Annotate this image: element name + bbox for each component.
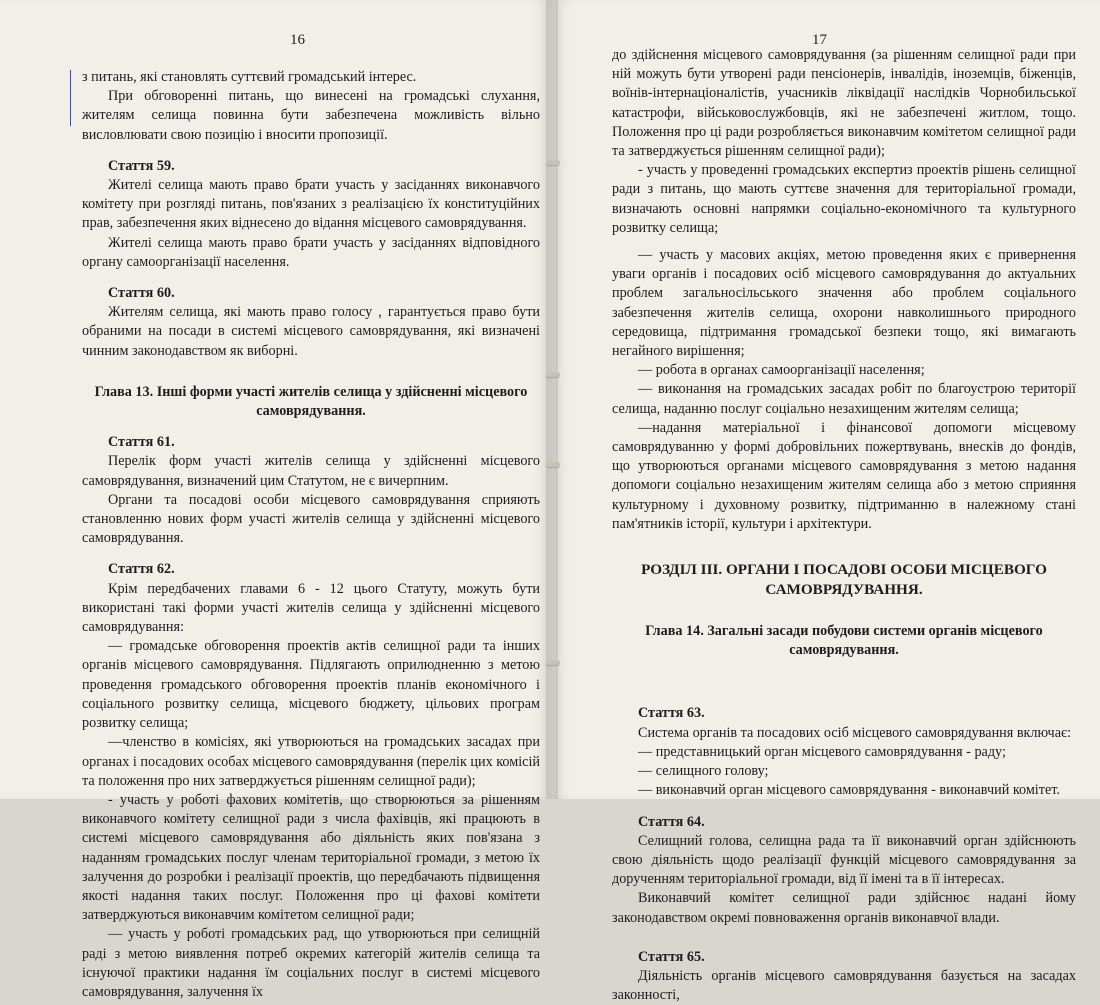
- paragraph: з питань, які становлять суттєвий громадський інтерес.: [82, 69, 417, 85]
- article-heading: Стаття 59.: [108, 157, 175, 174]
- paragraph: — виконавчий орган місцевого самоврядування - виконавчий комітет.: [638, 782, 1060, 799]
- paragraph: —членство в комісіях, які утворюються на громадських засадах при органах і посадових особах місцевого самоврядування (перелік цих комісій та положення про них затверджується рішенням селищної ради);: [82, 734, 540, 789]
- paragraph: —надання матеріальної і фінансової допомоги місцевому самоврядуванню у формі добровільних пожертвувань, внесків до фондів, що утворюються органами місцевого самоврядування з метою надання допомоги соціально незахищеним жителям селища або з метою сприяння культурному і духовному розвитку, підтриманню в належному стані пам'ятників історії, культури і архітектури.: [612, 419, 1076, 532]
- paragraph: Органи та посадові особи місцевого самоврядування сприяють становленню нових форм участі жителів селища у здійсненні місцевого самоврядування.: [82, 491, 540, 547]
- page-number: 16: [290, 32, 305, 48]
- spacer: [612, 928, 1076, 936]
- paragraph: — представницький орган місцевого самоврядування - раду;: [638, 743, 1006, 760]
- pen-mark: [70, 70, 71, 126]
- paragraph: При обговоренні питань, що винесені на громадські слухання, жителям селища повинна бути забезпечена можливість вільно висловлювати свою позицію і вносити пропозиції.: [82, 88, 540, 143]
- paragraph: — робота в органах самоорганізації населення;: [638, 362, 925, 379]
- paragraph: до здійснення місцевого самоврядування (за рішенням селищної ради при ній можуть бути утворені ради пенсіонерів, інвалідів, іноземців, біженців, воїнів-інтернаціоналістів, учасників ліквідації наслідків Чорнобильської катастрофи, військовослужбовців, які не забезпечені житлом, тощо. Положення про ці ради розробляється виконавчим комітетом селищної ради та затверджується рішенням селищної ради);: [612, 47, 1076, 160]
- paragraph: Жителі селища мають право брати участь у засіданнях відповідного органу самоорганізації населення.: [82, 234, 540, 270]
- paragraph: Перелік форм участі жителів селища у здійсненні місцевого самоврядування, визначений цим Статутом, не є вичерпним.: [82, 453, 540, 489]
- article-heading: Стаття 64.: [638, 813, 705, 830]
- binding-stitch: [546, 660, 560, 665]
- left-page-text: [82, 68, 540, 1002]
- spacer: [612, 670, 1076, 692]
- article-heading: Стаття 62.: [108, 561, 175, 578]
- section-heading: РОЗДІЛ III. ОРГАНИ І ПОСАДОВІ ОСОБИ МІСЦЕВОГО САМОВРЯДУВАННЯ.: [641, 561, 1047, 599]
- paragraph: - участь у роботі фахових комітетів, що створюються за рішенням виконавчого комітету селищної ради з числа фахівців, які працюють в системі місцевого самоврядування або діяльність яких пов'язана з наданням громадських послуг членам територіальної громади, з метою їх залучення до розробки і реалізації проектів, що передбачають підвищення якості надання таких послуг. Положення про ці фахові комітети затверджуються виконавчим комітетом селищної ради;: [82, 791, 540, 924]
- paragraph: — участь у масових акціях, метою проведення яких є привернення уваги органів і посадових осіб місцевого самоврядування до актуальних проблем загальносільського значення або проблем соціального забезпечення жителів селища, охорони навколишнього природного середовища, підтримання громадської безпеки тощо, які вимагають негайного вирішення;: [612, 247, 1076, 360]
- chapter-heading: Глава 14. Загальні засади побудови системи органів місцевого самоврядування.: [645, 623, 1043, 659]
- article-heading: Стаття 63.: [638, 705, 705, 722]
- binding-stitch: [546, 372, 560, 377]
- paragraph: — громадське обговорення проектів актів селищної ради та інших органів місцевого самоврядування. Підлягають оприлюдненню з метою проведення громадського обговорення проектів планів економічного і соціального розвитку селища, місцевого бюджету, цільових програм розвитку селища;: [82, 638, 540, 732]
- paragraph: Крім передбачених главами 6 - 12 цього Статуту, можуть бути використані такі форми участі жителів селища у здійсненні місцевого самоврядування:: [82, 580, 540, 636]
- paragraph: — виконання на громадських засадах робіт по благоустрою території селища, наданню послуг соціально незахищеним жителям селища;: [612, 381, 1076, 417]
- paragraph: — участь у роботі громадських рад, що утворюються при селищній раді з метою виявлення потреб окремих категорій жителів селища та існуючої практики надання їм соціальних послуг в системі місцевого самоврядування, залучення їх: [82, 926, 540, 1000]
- paragraph: Система органів та посадових осіб місцевого самоврядування включає:: [638, 724, 1072, 741]
- paragraph: Селищний голова, селищна рада та її виконавчий орган здійснюють свою діяльність щодо реалізації функцій місцевого самоврядування за дорученням територіальної громади, від її імені та в її інтересах.: [612, 832, 1076, 888]
- article-heading: Стаття 60.: [108, 285, 175, 302]
- right-page-text: [612, 46, 1076, 1005]
- page-number: 17: [812, 32, 827, 48]
- spacer: [612, 238, 1076, 246]
- paragraph: Виконавчий комітет селищної ради здійснює надані йому законодавством окремі повноваження органів виконавчої влади.: [612, 890, 1076, 926]
- paragraph: Жителям селища, які мають право голосу , гарантується право бути обраними на посади в системі місцевого самоврядування, які визначені чинним законодавством як виборні.: [82, 304, 540, 359]
- binding-stitch: [546, 462, 560, 467]
- binding-stitch: [546, 160, 560, 165]
- article-heading: Стаття 61.: [108, 434, 175, 451]
- article-heading: Стаття 65.: [638, 948, 705, 965]
- paragraph: — селищного голову;: [638, 763, 769, 780]
- paragraph: Діяльність органів місцевого самоврядування базується на засадах законності,: [612, 967, 1076, 1004]
- book-gutter: [546, 0, 558, 799]
- paragraph: - участь у проведенні громадських експертиз проектів рішень селищної ради з питань, що мають суттєве значення для територіальної громади, визначають основні напрямки соціально-економічного та культурного розвитку селища;: [612, 162, 1076, 236]
- chapter-heading: Глава 13. Інші форми участі жителів селища у здійсненні місцевого самоврядування.: [94, 383, 528, 420]
- paragraph: Жителі селища мають право брати участь у засіданнях виконавчого комітету при розгляді питань, пов'язаних з реалізацією їх конституційних прав, забезпечення яких віднесено до відання місцевого самоврядування.: [82, 177, 540, 232]
